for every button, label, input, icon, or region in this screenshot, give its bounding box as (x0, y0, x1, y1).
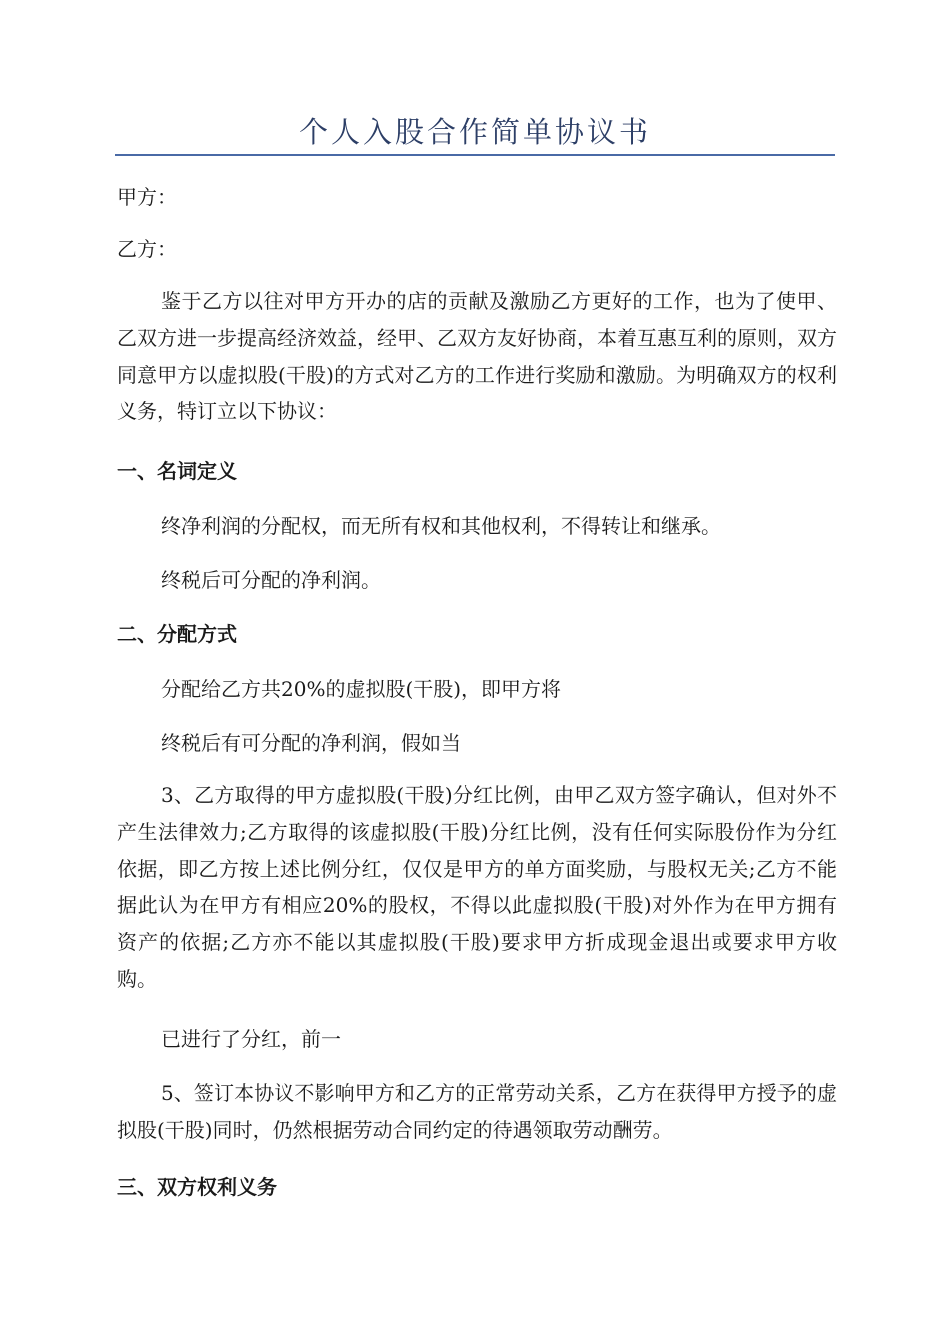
section-1-line-1: 终净利润的分配权，而无所有权和其他权利，不得转让和继承。 (161, 514, 721, 538)
document-title: 个人入股合作简单协议书 (298, 115, 651, 149)
preamble-paragraph: 鉴于乙方以往对甲方开办的店的贡献及激励乙方更好的工作，也为了使甲、乙双方进一步提高经济效益，经甲、乙双方友好协商，本着互惠互利的原则，双方同意甲方以虚拟股(干股)的方式对乙方的工作进行奖励和激励。为明确双方的权利义务，特订立以下协议： (117, 289, 837, 424)
section-2-line-2: 终税后有可分配的净利润，假如当 (161, 731, 461, 755)
section-2-paragraph-5: 5、签订本协议不影响甲方和乙方的正常劳动关系，乙方在获得甲方授予的虚拟股(干股)同时，仍然根据劳动合同约定的待遇领取劳动酬劳。 (117, 1081, 837, 1142)
party-b-label: 乙方： (117, 237, 177, 261)
section-2-paragraph-3: 3、乙方取得的甲方虚拟股(干股)分红比例，由甲乙双方签字确认，但对外不产生法律效力;乙方取得的该虚拟股(干股)分红比例，没有任何实际股份作为分红依据，即乙方按上述比例分红，仅仅是甲方的单方面奖励，与股权无关;乙方不能据此认为在甲方有相应20%的股权，不得以此虚拟股(干股)对外作为在甲方拥有资产的依据;乙方亦不能以其虚拟股(干股)要求甲方折成现金退出或要求甲方收购。 (117, 783, 837, 991)
party-a-label: 甲方： (117, 185, 177, 209)
section-2-line-1: 分配给乙方共20%的虚拟股(干股)，即甲方将 (161, 677, 562, 701)
title-underline (115, 154, 835, 156)
section-3-heading: 三、双方权利义务 (117, 1175, 277, 1199)
section-1-line-2: 终税后可分配的净利润。 (161, 568, 381, 592)
section-2-heading: 二、分配方式 (117, 622, 237, 646)
section-1-heading: 一、名词定义 (117, 459, 237, 483)
section-2-line-4: 已进行了分红，前一 (161, 1027, 341, 1051)
